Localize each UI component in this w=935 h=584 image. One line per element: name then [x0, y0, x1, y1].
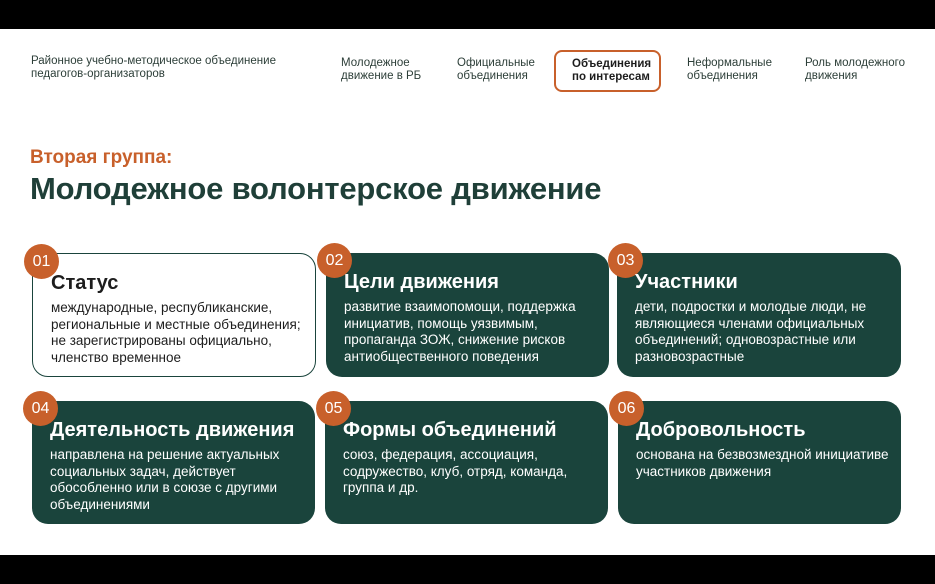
card-number-badge: 05: [316, 391, 351, 426]
slide: [0, 29, 935, 555]
nav-item-youth-movement-role[interactable]: Роль молодежного движения: [805, 57, 905, 82]
nav-item-interest-associations[interactable]: Объединения по интересам: [554, 50, 661, 92]
card-number-badge: 03: [608, 243, 643, 278]
card-text: развитие взаимопомощи, поддержка инициатив, помощь уязвимым, пропаганда ЗОЖ, снижение рисков антиобщественного поведения: [344, 299, 576, 364]
card-text: международные, республиканские, региональные и местные объединения; не зарегистрированы официально, членство временное: [51, 300, 301, 365]
card-voluntariness: [618, 401, 901, 524]
card-text: направлена на решение актуальных социальных задач, действует обособленно или в союзе с другими объединениями: [50, 447, 280, 512]
card-title: Формы объединений: [343, 419, 557, 441]
nav-item-official-associations[interactable]: Официальные объединения: [457, 57, 535, 82]
bottom-letterbox: [0, 555, 935, 584]
card-text: союз, федерация, ассоциация, содружество, клуб, отряд, команда, группа и др.: [343, 447, 568, 495]
card-title: Деятельность движения: [50, 419, 295, 441]
card-number-badge: 06: [609, 391, 644, 426]
card-number-badge: 04: [23, 391, 58, 426]
card-number-badge: 02: [317, 243, 352, 278]
nav-item-youth-movement-rb[interactable]: Молодежное движение в РБ: [341, 57, 422, 82]
card-number-badge: 01: [24, 244, 59, 279]
card-title: Участники: [635, 271, 738, 293]
card-goals: [326, 253, 609, 377]
top-letterbox: [0, 0, 935, 29]
card-title: Цели движения: [344, 271, 499, 293]
card-status: [32, 253, 316, 377]
card-participants: [617, 253, 901, 377]
card-activity: [32, 401, 315, 524]
top-navigation: [0, 50, 935, 92]
section-subtitle: Вторая группа:: [30, 147, 173, 168]
card-forms: [325, 401, 608, 524]
card-title: Статус: [51, 272, 119, 294]
org-name: Районное учебно-методическое объединение педагогов-организаторов: [31, 55, 276, 80]
card-title: Добровольность: [636, 419, 806, 441]
card-text: дети, подростки и молодые люди, не являющиеся членами официальных объединений; одновозрастные или разновозрастные: [635, 299, 867, 364]
page-title: Молодежное волонтерское движение: [30, 171, 602, 206]
card-text: основана на безвозмездной инициативе участников движения: [636, 447, 889, 479]
nav-item-informal-associations[interactable]: Неформальные объединения: [687, 57, 772, 82]
